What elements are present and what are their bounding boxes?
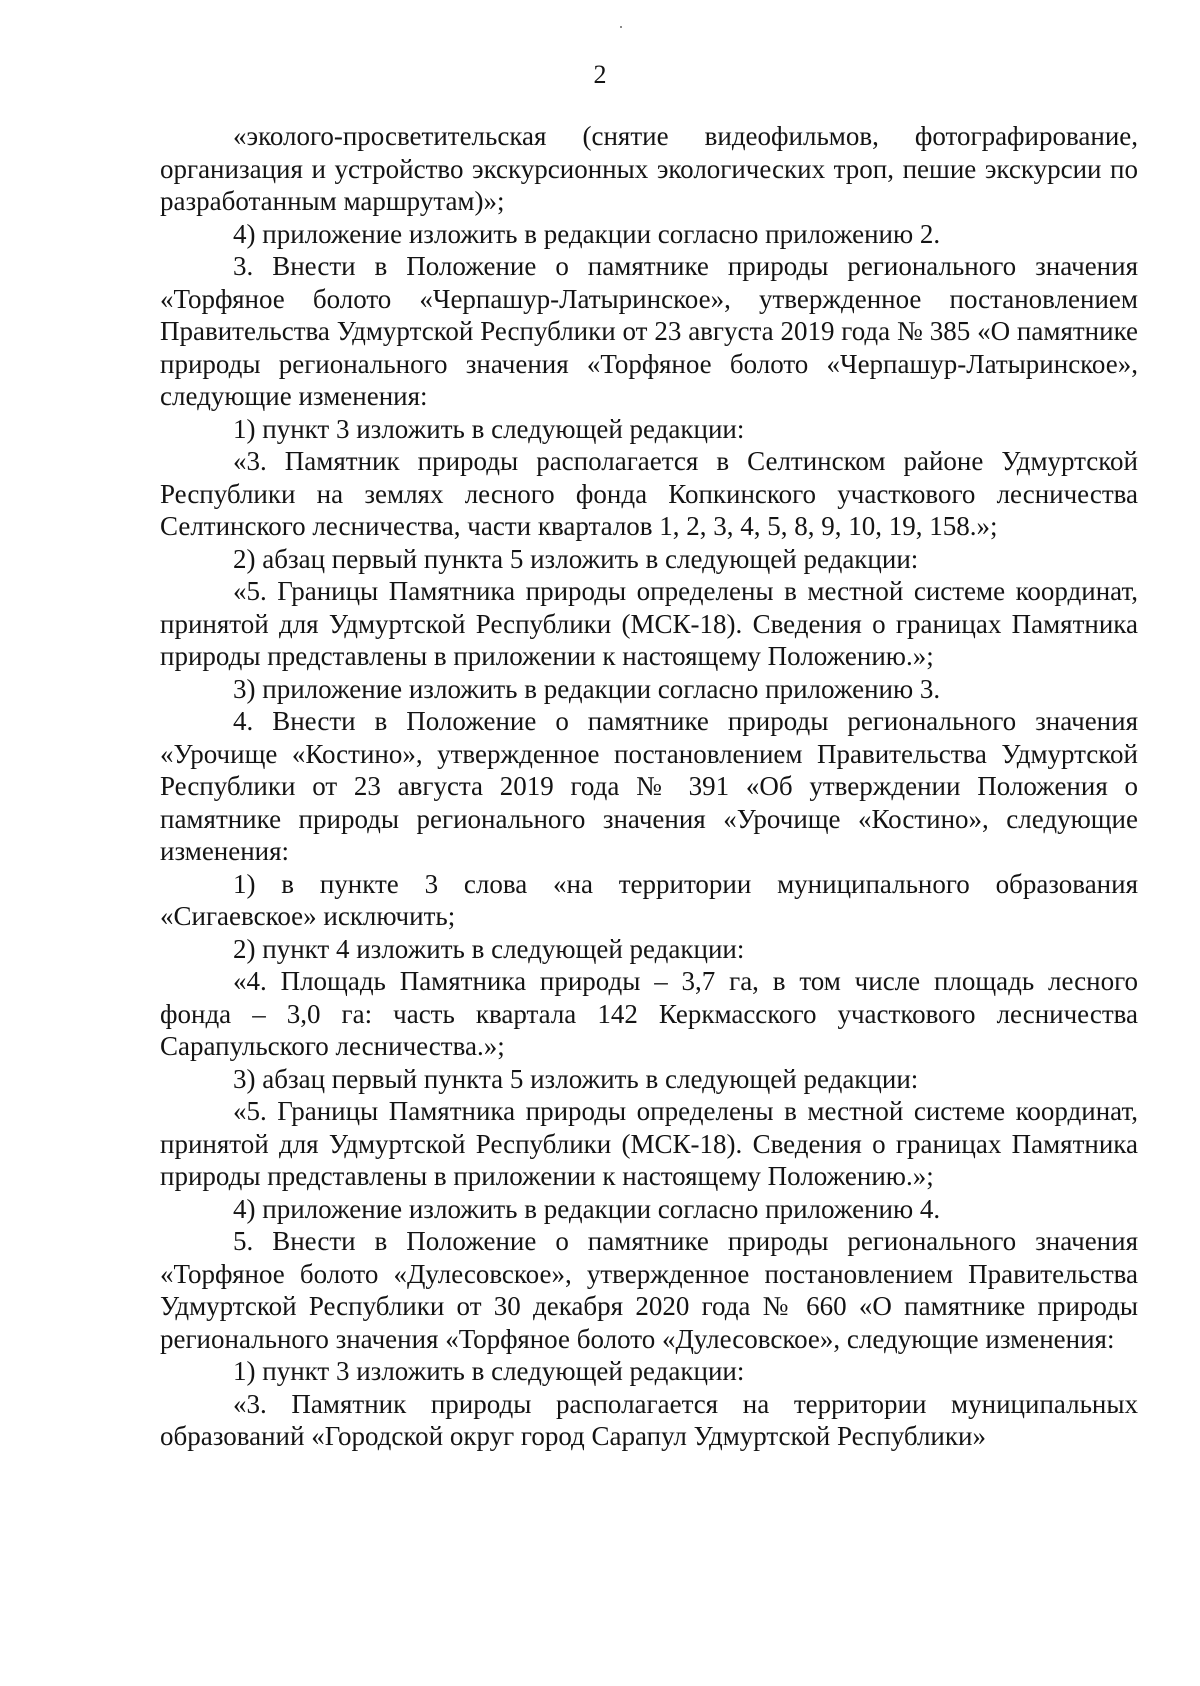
paragraph: 1) пункт 3 изложить в следующей редакции:: [233, 413, 745, 444]
document-body: [160, 120, 1138, 1453]
paragraph: «эколого-просветительская (снятие видеофильмов, фотографирование, организация и устройство экскурсионных экологических троп, пешие экскурсии по разработанным маршрутам)»;: [160, 121, 1138, 216]
paragraph: «4. Площадь Памятника природы – 3,7 га, в том числе площадь лесного фонда – 3,0 га: часть квартала 142 Керкмасского участкового лесничества Сарапульского лесничества.»;: [160, 966, 1138, 1061]
page-number: 2: [593, 60, 607, 89]
paragraph: 3) приложение изложить в редакции согласно приложению 3.: [233, 673, 941, 704]
paragraph: 4) приложение изложить в редакции согласно приложению 2.: [233, 218, 941, 249]
paragraph: 2) пункт 4 изложить в следующей редакции:: [233, 933, 745, 964]
paragraph: 3) абзац первый пункта 5 изложить в следующей редакции:: [233, 1063, 919, 1094]
paragraph: «5. Границы Памятника природы определены в местной системе координат, принятой для Удмуртской Республики (МСК-18). Сведения о границах Памятника природы представлены в приложении к настоящему Положению.»;: [160, 576, 1138, 671]
scan-speck: [620, 26, 622, 28]
paragraph: 4. Внести в Положение о памятнике природы регионального значения «Урочище «Костино», утвержденное постановлением Правительства Удмуртской Республики от 23 августа 2019 года № 391 «Об утверждении Положения о памятнике природы регионального значения «Урочище «Костино», следующие изменения:: [160, 706, 1138, 866]
paragraph: «3. Памятник природы располагается в Селтинском районе Удмуртской Республики на землях лесного фонда Копкинского участкового лесничества Селтинского лесничества, части кварталов 1, 2, 3, 4, 5, 8, 9, 10, 19, 158.»;: [160, 446, 1138, 541]
paragraph: 4) приложение изложить в редакции согласно приложению 4.: [233, 1193, 941, 1224]
paragraph: 5. Внести в Положение о памятнике природы регионального значения «Торфяное болото «Дулесовское», утвержденное постановлением Правительства Удмуртской Республики от 30 декабря 2020 года № 660 «О памятнике природы регионального значения «Торфяное болото «Дулесовское», следующие изменения:: [160, 1226, 1138, 1354]
paragraph: 3. Внести в Положение о памятнике природы регионального значения «Торфяное болото «Черпашур-Латыринское», утвержденное постановлением Правительства Удмуртской Республики от 23 августа 2019 года № 385 «О памятнике природы регионального значения «Торфяное болото «Черпашур-Латыринское», следующие изменения:: [160, 251, 1138, 411]
paragraph: 1) пункт 3 изложить в следующей редакции:: [233, 1356, 745, 1386]
paragraph: «3. Памятник природы располагается на территории муниципальных образований «Городской округ город Сарапул Удмуртской Республики»: [160, 1388, 1138, 1451]
paragraph: 1) в пункте 3 слова «на территории муниципального образования «Сигаевское» исключить;: [160, 868, 1138, 931]
paragraph: 2) абзац первый пункта 5 изложить в следующей редакции:: [233, 543, 919, 574]
paragraph: «5. Границы Памятника природы определены в местной системе координат, принятой для Удмуртской Республики (МСК-18). Сведения о границах Памятника природы представлены в приложении к настоящему Положению.»;: [160, 1096, 1138, 1191]
